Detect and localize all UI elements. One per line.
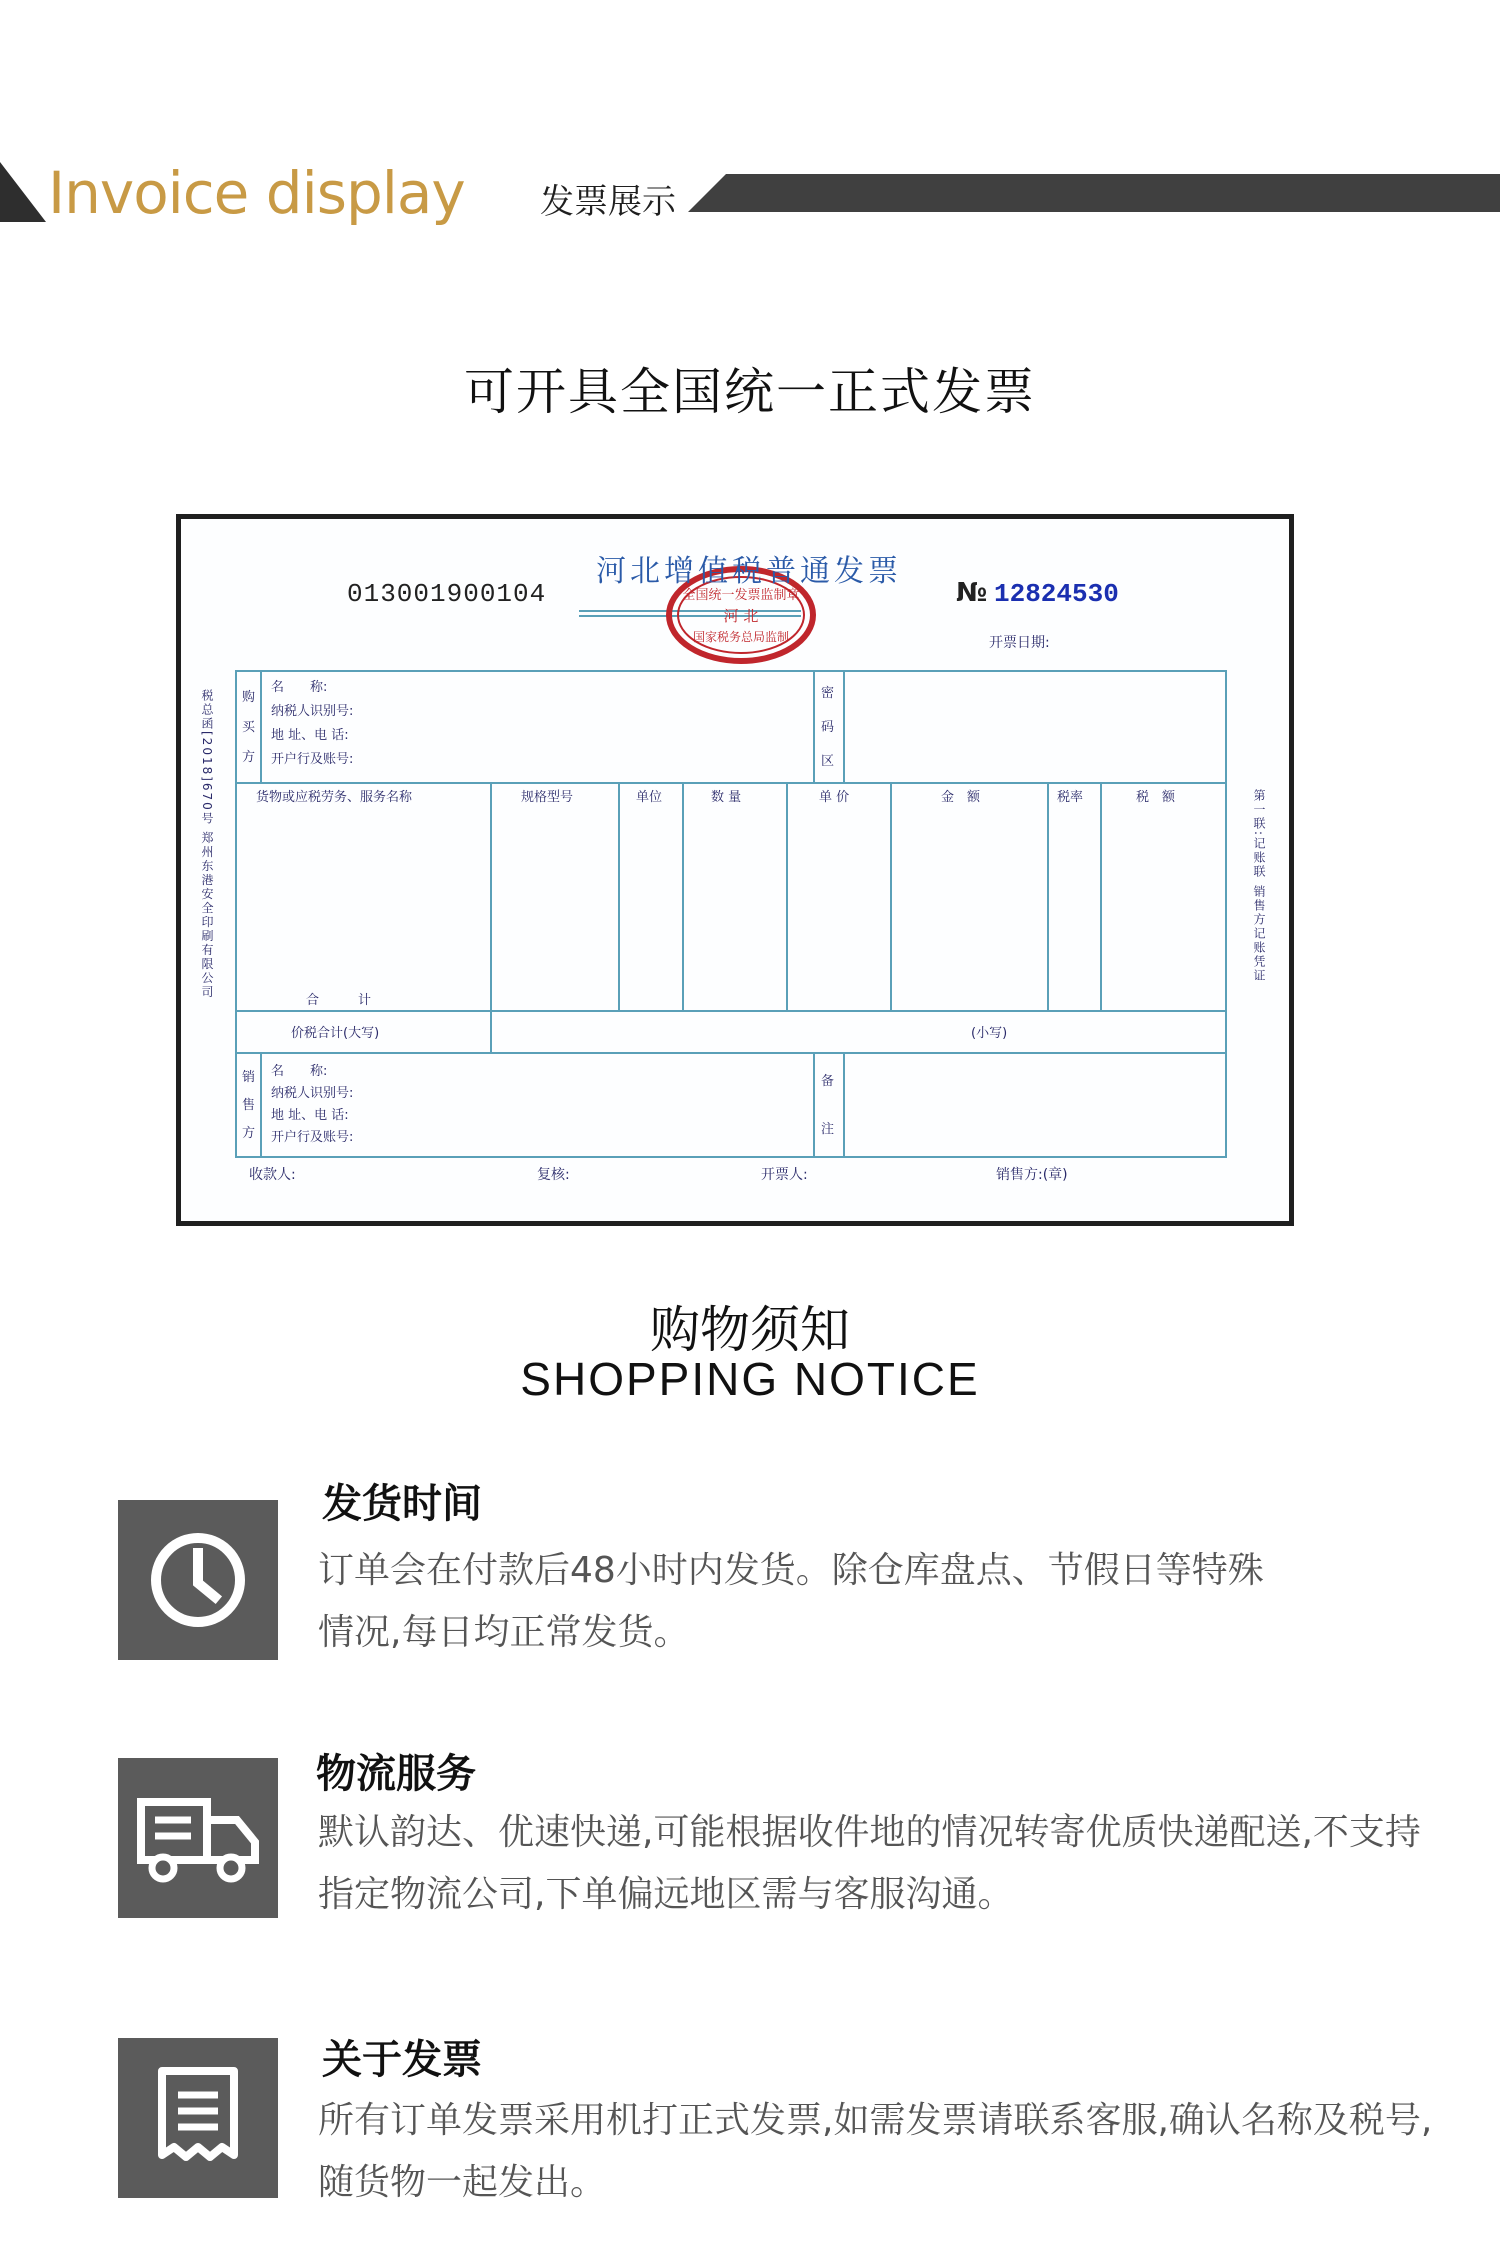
buyer-field-bank: 开户行及账号: (271, 752, 354, 767)
seal-top-text: 全国统一发票监制章 (682, 588, 800, 603)
seller-field-name: 名 称: (271, 1064, 328, 1079)
buyer-label-1: 购 (242, 690, 256, 705)
invoice-title: 河北增值税普通发票 (596, 554, 902, 589)
buyer-field-name: 名 称: (271, 680, 328, 695)
buyer-label-3: 方 (242, 750, 256, 765)
truck-icon (118, 1758, 278, 1918)
seller-field-bank: 开户行及账号: (271, 1130, 354, 1145)
seal-mid-text: 河 北 (723, 607, 759, 625)
seller-field-address: 地 址、电 话: (271, 1108, 349, 1123)
col-unit: 单位 (636, 790, 663, 805)
receipt-icon (118, 2038, 278, 2198)
invoice-image (176, 514, 1294, 1226)
section-banner (0, 160, 1500, 226)
clock-icon (118, 1500, 278, 1660)
footer-issuer: 开票人: (761, 1167, 808, 1183)
col-tax-rate: 税率 (1057, 790, 1084, 805)
banner-triangle (0, 162, 46, 222)
col-quantity: 数 量 (711, 790, 742, 805)
remark-label-2: 注 (821, 1122, 835, 1137)
notice-item-desc (318, 1802, 1458, 1926)
total-label: 合 计 (306, 993, 372, 1008)
seal-bottom-text: 国家税务总局监制 (692, 630, 790, 644)
footer-reviewer: 复核: (537, 1167, 570, 1183)
footer-payee: 收款人: (249, 1167, 296, 1183)
buyer-label-2: 买 (242, 720, 256, 735)
col-goods-name: 货物或应税劳务、服务名称 (256, 790, 413, 805)
seller-label-2: 售 (242, 1098, 256, 1113)
buyer-field-address: 地 址、电 话: (271, 728, 349, 743)
notice-item-line: 订单会在付款后48小时内发货。除仓库盘点、节假日等特殊 (318, 1550, 1264, 1591)
banner-title-cn: 发票展示 (540, 182, 676, 222)
notice-item-line: 随货物一起发出。 (318, 2162, 607, 2203)
notice-item-title: 关于发票 (322, 2037, 482, 2083)
page-headline: 可开具全国统一正式发票 (464, 363, 1036, 421)
notice-item-title: 发货时间 (322, 1481, 482, 1527)
notice-title-cn: 购物须知 (650, 1301, 850, 1359)
password-label-2: 码 (821, 720, 835, 735)
notice-item-line: 指定物流公司,下单偏远地区需与客服沟通。 (318, 1874, 1014, 1915)
col-amount: 金 额 (941, 790, 981, 805)
invoice-number: 12824530 (994, 579, 1119, 609)
invoice-drawing (181, 519, 1289, 1221)
remark-label-1: 备 (821, 1074, 835, 1089)
banner-bar (688, 174, 1500, 212)
notice-item-desc (318, 2090, 1458, 2214)
banner-title-en: Invoice display (48, 159, 465, 227)
notice-item-line: 默认韵达、优速快递,可能根据收件地的情况转寄优质快递配送,不支持 (318, 1812, 1421, 1853)
price-tax-label: 价税合计(大写) (291, 1026, 380, 1041)
invoice-date-label: 开票日期: (989, 635, 1050, 651)
seller-label-3: 方 (242, 1126, 256, 1141)
notice-item-title: 物流服务 (316, 1751, 476, 1797)
left-side-note: 税总函[2018]670号 郑州东港安全印刷有限公司 (200, 689, 214, 1000)
col-unit-price: 单 价 (819, 790, 850, 805)
invoice-code: 013001900104 (347, 579, 547, 609)
footer-seller-seal: 销售方:(章) (996, 1167, 1068, 1183)
invoice-number-symbol: № (956, 578, 988, 608)
small-amount-label: (小写) (971, 1026, 1008, 1041)
password-label-3: 区 (821, 754, 835, 769)
right-side-note: 第一联:记账联 销售方记账凭证 (1252, 789, 1266, 983)
notice-item-desc (318, 1540, 1458, 1664)
seller-label-1: 销 (242, 1070, 256, 1085)
notice-item-line: 所有订单发票采用机打正式发票,如需发票请联系客服,确认名称及税号, (318, 2100, 1433, 2141)
notice-item-line: 情况,每日均正常发货。 (318, 1612, 690, 1653)
notice-title-en: SHOPPING NOTICE (520, 1353, 980, 1405)
col-spec: 规格型号 (521, 790, 574, 805)
password-label-1: 密 (821, 686, 835, 701)
col-tax-amount: 税 额 (1136, 790, 1176, 805)
seller-field-taxid: 纳税人识别号: (271, 1086, 354, 1101)
buyer-field-taxid: 纳税人识别号: (271, 704, 354, 719)
